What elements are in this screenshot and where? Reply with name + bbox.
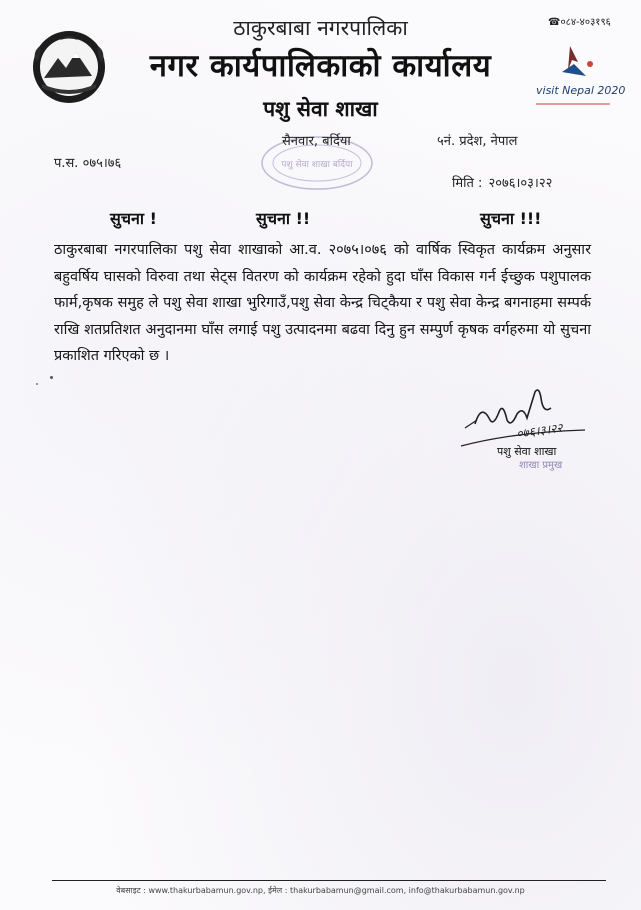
speck [36,383,38,385]
branch-title: पशु सेवा शाखा [263,97,378,121]
signature-date: ०७६।३।२२ [515,420,564,441]
signatory-stamp: शाखा प्रमुख [519,460,563,471]
visit-logo-text: visit Nepal 2020 [536,84,626,97]
address-city: सैनवार, बर्दिया [282,134,351,149]
notice-body: ठाकुरबाबा नगरपालिका पशु सेवा शाखाको आ.व. २०७५।०७६ को वार्षिक स्विकृत कार्यक्रम अनुसार बहुवर्षिय घासको विरुवा तथा सेट्स वितरण को कार्यक्रम रहेको हुदा घाँस विकास गर्न ईच्छुक पशुपालक फार्म,कृषक समुह ले पशु सेवा शाखा भुरिगाउँ,पशु सेवा केन्द्र चिट्कैया र पशु सेवा केन्द्र बगनाहमा सम्पर्क राखि शतप्रतिशत अनुदानमा घाँस लगाई पशु उत्पादनमा बढवा दिनु हुन सम्पुर्ण कृषक वर्गहरुमा यो सुचना प्रकाशित गरिएको छ । [54,242,591,365]
notice-heading-3: सुचना !!! [480,209,542,228]
reference-number: प.स. ०७५।७६ [54,156,122,171]
address-province: ५नं. प्रदेश, नेपाल [437,134,518,149]
date-label: मिति : [452,176,483,191]
notice-heading-2: सुचना !! [256,209,311,228]
footer-divider [52,880,606,881]
speck [50,376,53,379]
stamp-text: पशु सेवा शाखा बर्दिया [281,160,353,170]
phone-number: ☎०८४-४०३१९६ [548,17,611,28]
notice-heading-1: सुचना ! [110,209,157,228]
municipality-name: ठाकुरबाबा नगरपालिका [233,16,408,40]
date-value: २०७६।०३।२२ [488,176,553,191]
date-row [452,173,552,191]
signatory-name: पशु सेवा शाखा [497,445,557,458]
office-title: नगर कार्यपालिकाको कार्यालय [149,48,492,84]
footer-contact: वेबसाइट : www.thakurbabamun.gov.np, ईमेल : thakurbabamun@gmail.com, info@thakurbabamun.gov.np [116,886,525,895]
